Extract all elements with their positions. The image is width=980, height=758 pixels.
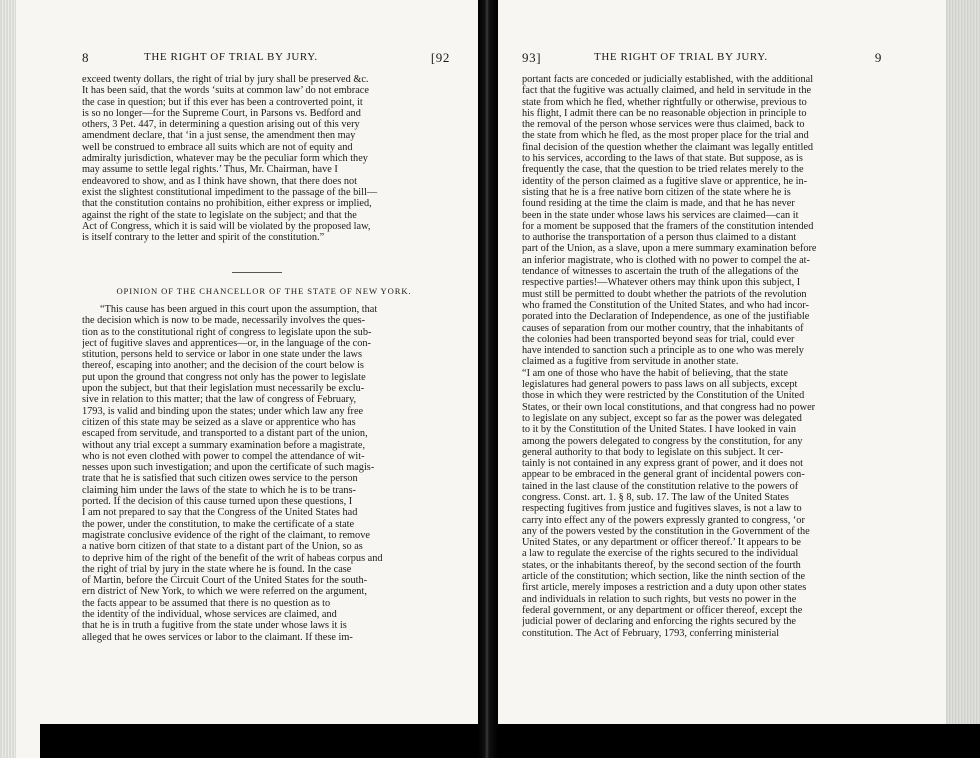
right-running-header [522,50,882,66]
page-edge-shadow-right [946,0,980,758]
right-page-number: 9 [874,50,882,65]
left-page-number: 8 [82,50,90,65]
right-page [498,0,980,758]
section-heading: OPINION OF THE CHANCELLOR OF THE STATE OF NEW YORK. [116,286,412,296]
right-body-text: portant facts are conceded or judicially established, with the additional fact that the fugitive was actually claimed, and held in servitude in the state from which he fled, whether rightfully or otherwise, previous to his flight, I admit there can be no reasonable objection in principle to the removal of the person whose services were thus claimed, back to the state from which he fled, as the most proper place for the trial and final decision of the question whether the claimant was legally entitled to his services, according to the laws of that state. But suppose, as is frequently the case, that the question to be tried relates merely to the identity of the person claimed as a fugitive slave or apprentice, he in- sisting that he is a free native born citizen of the state where he is found residing at the time the claim is made, and that he has never been in the state under whose laws his services are claimed—can it for a moment be supposed that the framers of the constitution intended to authorise the transportation of a person thus claimed to a distant part of the Union, as a slave, upon a mere summary examination before an inferior magistrate, who is clothed with no power to compel the at- tendance of witnesses to ascertain the truth of the allegations of the respective parties!—Whatever others may think upon this subject, I must still be permitted to doubt whether the patriots of the revolution who framed the Constitution of the United States, and who had incor- porated into the Declaration of Independence, as one of the justifiable causes of separation from our mother country, that the inhabitants of the colonies had been transported beyond seas for trial, could ever have intended to sanction such a principle as to one who was merely claimed as a fugitive from servitude in another state. “I am one of those who have the habit of believing, that the state legislatures had general powers to pass laws on all subjects, except those in which they were restricted by the Constitution of the United States, or their own local constitutions, and that congress had no power to legislate on any subject, except so far as the power was delegated to it by the Constitution of the United States. I have looked in vain among the powers delegated to congress by the constitution, for any general authority to that body to legislate on this subject. It cer- tainly is not contained in any express grant of power, and it does not appear to be embraced in the general grant of incidental powers con- tained in the last clause of the constitution relative to the powers of congress. Const. art. 1. § 8, sub. 17. The law of the United States respecting fugitives from justice and fugitives slaves, is not a law to carry into effect any of the powers expressly granted to congress, ‘or any of the powers vested by the constitution in the Government of the United States, or any department or officer thereof.’ It appears to be a law to regulate the exercise of the rights secured to the individual states, or the inhabitants thereof, by the second section of the fourth article of the constitution; which section, like the ninth section of the first article, merely imposes a restriction and a duty upon other states and individuals in relation to such rights, but vests no power in the federal government, or any department or officer thereof, except the judicial power of declaring and enforcing the rights secured by the constitution. The Act of February, 1793, conferring ministerial [522,74,817,639]
scan-bottom-border-right [498,724,980,758]
left-top-paragraph: exceed twenty dollars, the right of trial by jury shall be preserved &c. It has been said, that the words ‘suits at common law’ do not embrace the case in question; but if this ever has been a controverted point, it is so no longer—for the Supreme Court, in Parsons vs. Bedford and others, 3 Pet. 447, in determining a question arising out of this very amendment declare, that ‘in a just sense, the amendment then may well be construed to embrace all suits which are not of equity and admiralty jurisdiction, whatever may be the peculiar form which they may assume to settle legal rights.’ Thus, Mr. Chairman, have I endeavored to show, and as I think have shown, that there does not exist the slightest constitutional impediment to the passage of the bill— that the constitution contains no prohibition, either express or implied, against the right of the state to legislate on the subject; and that the Act of Congress, which it is said will be violated by the proposed law, is itself contrary to the letter and spirit of the constitution.” [82,74,378,244]
scan-bottom-border [40,724,478,758]
page-edge-shadow [0,0,16,758]
left-page [0,0,478,758]
right-bracket-number: 93] [522,50,542,65]
section-divider [232,272,282,273]
left-running-title: THE RIGHT OF TRIAL BY JURY. [144,51,318,63]
book-gutter [478,0,498,758]
right-running-title: THE RIGHT OF TRIAL BY JURY. [594,51,768,63]
left-running-header [82,50,450,66]
opinion-paragraph: “This cause has been argued in this court upon the assumption, that the decision which is now to be made, necessarily involves the ques- tion as to the constitutional right of congress to legislate upon the sub- ject of fugitive slaves and apprentices—or, in the language of the con- stitution, persons held to service or labor in one state under the laws thereof, escaping into another; and the decision of the court below is put upon the ground that congress not only has the power to legislate upon the subject, but that their legislation must necessarily be exclu- sive in relation to this matter; that the law of congress of February, 1793, is valid and binding upon the states; under which law any free citizen of this state may be seized as a slave or apprentice who has escaped from servitude, and transported to a distant part of the union, without any trial except a summary examination before a magistrate, who is not even clothed with power to compel the attendance of wit- nesses upon such investigation; and upon the certificate of such magis- trate that he is satisfied that such citizen owes service to the person claiming him under the laws of the state to which he is to be trans- ported. If the decision of this cause turned upon these questions, I I am not prepared to say that the Congress of the United States had the power, under the constitution, to make the certificate of a state magistrate conclusive evidence of the right of the claimant, to remove a native born citizen of that state to a distant part of the Union, so as to deprive him of the right of the benefit of the writ of habeas corpus and the right of trial by jury in the state where he is found. In the case of Martin, before the Circuit Court of the United States for the south- ern district of New York, to which we were referred on the argument, the facts appear to be assumed that there is no question as to the identity of the individual, whose services are claimed, and that he is in truth a fugitive from the state under whose laws it is alleged that he owes services or labor to the claimant. If these im- [82,304,383,643]
left-bracket-number: [92 [430,50,450,65]
